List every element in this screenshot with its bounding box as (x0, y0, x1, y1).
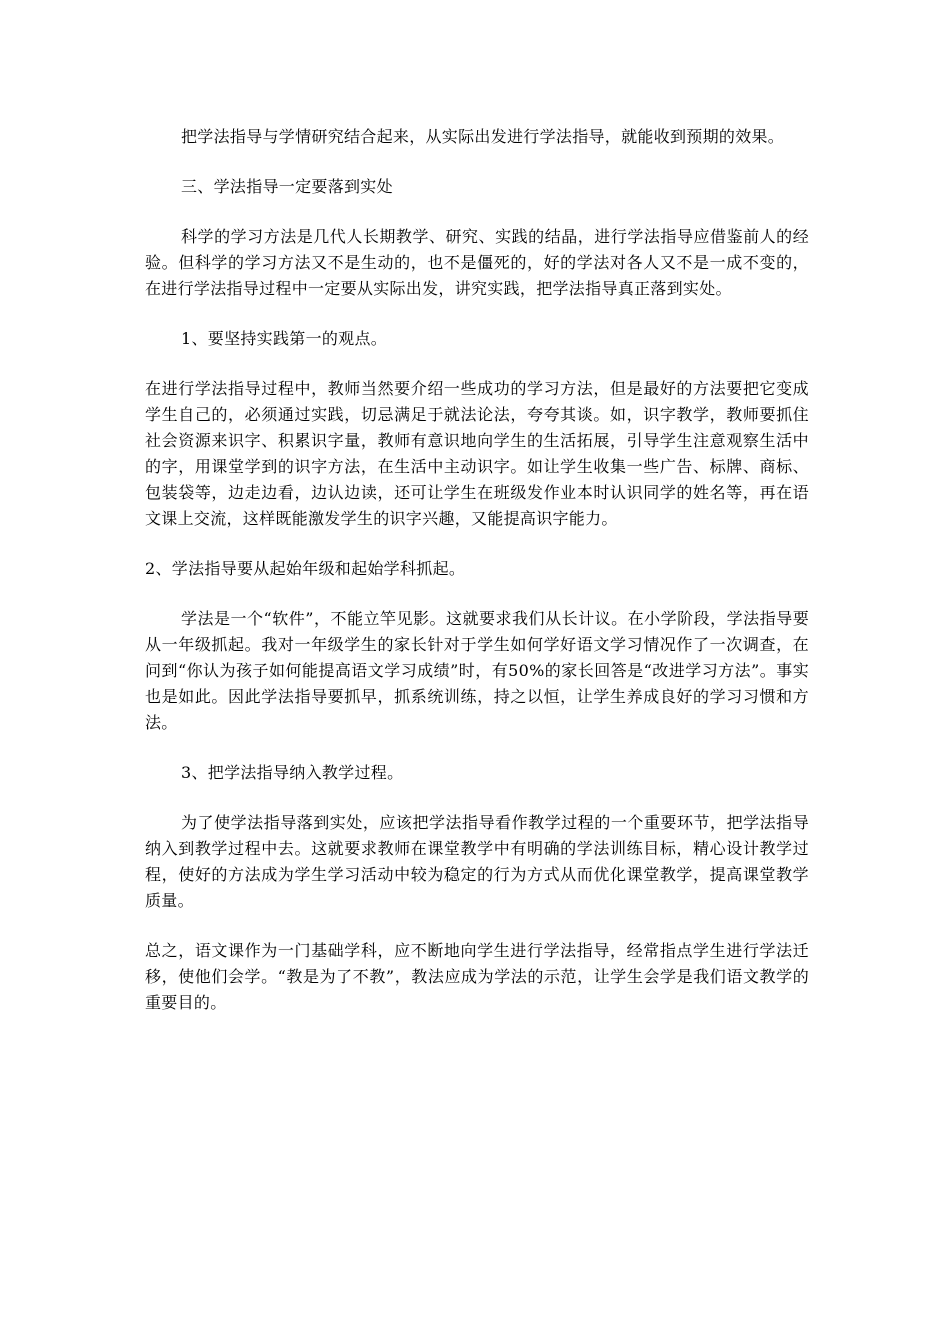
paragraph-teaching-process: 为了使学法指导落到实处，应该把学法指导看作教学过程的一个重要环节，把学法指导纳入到教学过程中去。这就要求教师在课堂教学中有明确的学法训练目标，精心设计教学过程，使好的方法成为学生学习活动中较为稳定的行为方式从而优化课堂教学，提高课堂教学质量。 (145, 813, 809, 910)
paragraph-early-start: 学法是一个“软件”，不能立竿见影。这就要求我们从长计议。在小学阶段，学法指导要从一年级抓起。我对一年级学生的家长针对于学生如何学好语文学习情况作了一次调查，在问到“你认为孩子如何能提高语文学习成绩”时，有50%的家长回答是“改进学习方法”。事实也是如此。因此学法指导要抓早，抓系统训练，持之以恒，让学生养成良好的学习习惯和方法。 (145, 609, 809, 732)
paragraph-summary: 总之，语文课作为一门基础学科，应不断地向学生进行学法指导，经常指点学生进行学法迁移，使他们会学。“教是为了不教”，教法应成为学法的示范，让学生会学是我们语文教学的重要目的。 (145, 941, 809, 1012)
subheading-1: 1、要坚持实践第一的观点。 (181, 329, 388, 348)
document-body (145, 124, 809, 1016)
subheading-3: 3、把学法指导纳入教学过程。 (181, 763, 404, 782)
subheading-2: 2、学法指导要从起始年级和起始学科抓起。 (145, 559, 466, 578)
section-heading-3: 三、学法指导一定要落到实处 (181, 177, 393, 196)
paragraph-section-3-intro: 科学的学习方法是几代人长期教学、研究、实践的结晶，进行学法指导应借鉴前人的经验。但科学的学习方法又不是生动的，也不是僵死的，好的学法对各人又不是一成不变的，在进行学法指导过程中一定要从实际出发，讲究实践，把学法指导真正落到实处。 (145, 227, 809, 298)
paragraph-intro-conclusion: 把学法指导与学情研究结合起来，从实际出发进行学法指导，就能收到预期的效果。 (181, 127, 785, 146)
paragraph-practice: 在进行学法指导过程中，教师当然要介绍一些成功的学习方法，但是最好的方法要把它变成学生自己的，必须通过实践，切忌满足于就法论法，夸夸其谈。如，识字教学，教师要抓住社会资源来识字、积累识字量，教师有意识地向学生的生活拓展，引导学生注意观察生活中的字，用课堂学到的识字方法，在生活中主动识字。如让学生收集一些广告、标牌、商标、包装袋等，边走边看，边认边读，还可让学生在班级发作业本时认识同学的姓名等，再在语文课上交流，这样既能激发学生的识字兴趣，又能提高识字能力。 (145, 379, 809, 528)
